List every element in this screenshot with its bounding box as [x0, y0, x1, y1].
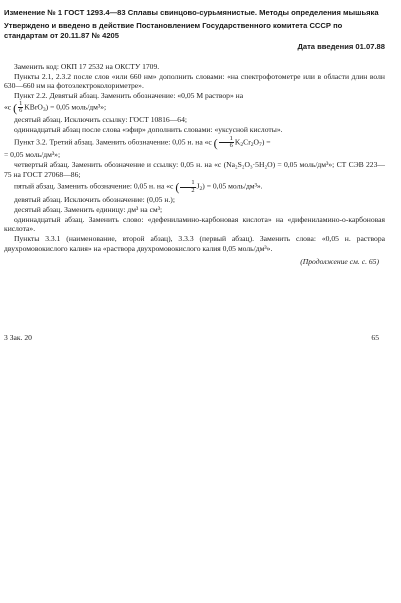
formula-tail: ) = 0,05 моль/дм³».	[202, 182, 263, 192]
fraction-numerator: 1	[180, 180, 195, 187]
formula-subscript: 2	[250, 141, 254, 148]
amendment-title: Изменение № 1 ГОСТ 1293.4—83 Сплавы свинцово-сурьмянистые. Методы определения мышьяка	[4, 8, 379, 17]
formula-text: K	[234, 137, 241, 147]
text-lead: пятый абзац. Заменить обозначение: 0,05 н. на «с	[14, 182, 174, 192]
paren-open: (	[213, 135, 218, 150]
formula-kbro3	[4, 101, 385, 115]
order-number: 3 Зак. 20	[4, 333, 32, 342]
fraction-denominator: 6	[19, 107, 23, 115]
approval-statement: Утверждено и введено в действие Постановлением Государственного комитета СССР по стандартам от 20.11.87 № 4205	[4, 21, 343, 40]
document-body	[4, 62, 385, 267]
formula-subscript: 3	[42, 106, 46, 113]
paragraph-fifth	[4, 180, 385, 194]
page-number: 65	[371, 333, 379, 342]
formula-tail: ) = 0,05 моль/дм³»;	[45, 102, 107, 112]
paren-open: (	[175, 180, 180, 195]
text-lead: Пункт 3.2. Третий абзац. Заменить обозначение: 0,05 н. на «с	[14, 137, 212, 147]
formula-text: Cr	[243, 137, 251, 147]
formula-subscript: 2	[199, 186, 203, 193]
paragraph-item-2-2	[4, 91, 385, 101]
continued-note: (Продолжение см. с. 65)	[300, 257, 379, 267]
fraction	[18, 101, 23, 115]
fraction-denominator: 2	[191, 186, 195, 194]
formula-subscript: 7	[259, 141, 262, 148]
formula-text: KBrO	[24, 102, 43, 112]
fraction	[180, 180, 195, 194]
paragraph-fourth: четвертый абзац. Заменить обозначение и ссылку: 0,05 н. на «с (Na₂S₂O₃·5H₂O) = 0,05 моль/дм³»; СТ СЭВ 223—75 на ГОСТ 27068—86;	[4, 160, 385, 179]
paragraph-eleventh-word: одиннадцатый абзац. Заменить слово: «дефениламино-карбоновая кислота» на «дифениламино-о-карбоновая кислота».	[4, 214, 385, 234]
fraction	[219, 136, 234, 150]
formula-tail: ) =	[261, 137, 271, 147]
fraction-denominator: 6	[229, 142, 233, 150]
paren-open: (	[13, 100, 18, 115]
paragraph-okp-code: Заменить код: ОКП 17 2532 на ОКСТУ 1709.	[14, 62, 160, 72]
formula-prefix: «с	[4, 102, 12, 112]
formula-text: J	[196, 182, 200, 192]
text-lead: Пункт 2.2. Девятый абзац. Заменить обозначение: «0,05 М раствор» на	[14, 91, 244, 101]
paragraph-eleventh: одиннадцатый абзац после слова «эфир» дополнить словами: «уксусной кислоты».	[14, 125, 283, 135]
paragraph-tenth: десятый абзац. Исключить ссылку: ГОСТ 10816—64;	[14, 115, 187, 125]
formula-continuation: = 0,05 моль/дм³»;	[4, 149, 61, 159]
fraction-numerator: 1	[219, 136, 234, 143]
paragraph-tenth-unit: десятый абзац. Заменить единицу: дм³ на см³;	[14, 204, 163, 214]
paragraph-items-2-1: Пункты 2.1, 2.3.2 после слов «или 660 нм» дополнить словами: «на спектрофотометре или в области длин волн 630—660 нм на фотоэлектроколориметре».	[4, 71, 385, 91]
paragraph-items-3-3: Пункты 3.3.1 (наименование, второй абзац), 3.3.3 (первый абзац). Заменить слова: «0,05 н. раствора двухромовокислого калия» на «раствора двухромовокислого калия 0,05 моль/дм³».	[4, 233, 385, 253]
page-footer	[4, 333, 379, 343]
paragraph-ninth: девятый абзац. Исключить обозначение: (0,05 н.);	[14, 195, 175, 205]
formula-text: O	[253, 137, 260, 147]
introduction-date: Дата введения 01.07.88	[297, 42, 385, 52]
formula-subscript: 2	[240, 141, 244, 148]
fraction-numerator: 1	[19, 99, 23, 107]
paragraph-item-3-2	[4, 136, 385, 150]
